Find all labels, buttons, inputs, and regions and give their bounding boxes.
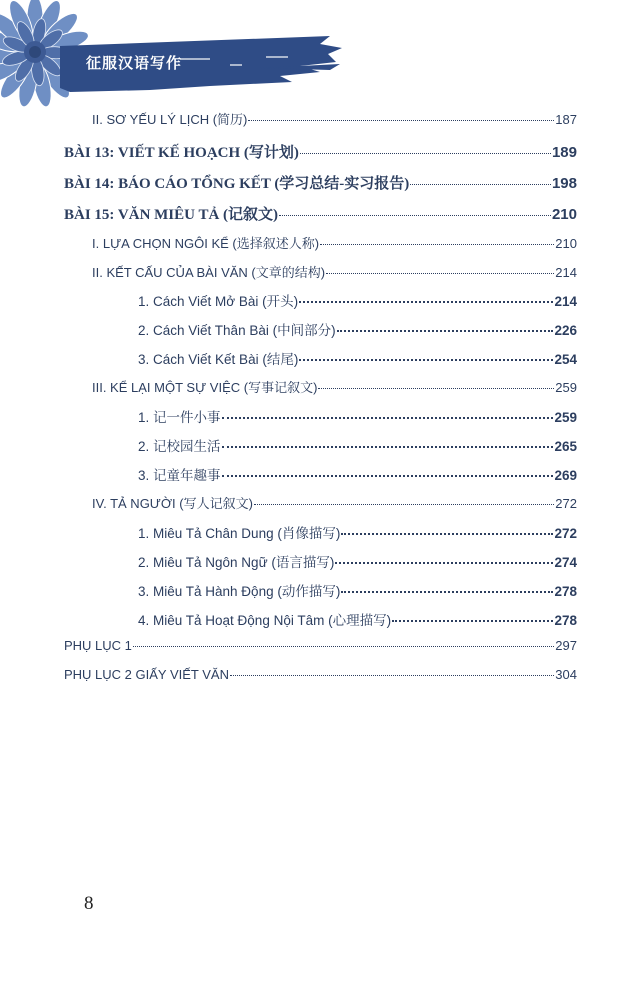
toc-entry[interactable] xyxy=(138,522,577,542)
toc-leader-dots xyxy=(222,446,554,448)
toc-entry[interactable] xyxy=(138,290,577,310)
toc-entry[interactable] xyxy=(138,580,577,600)
toc-entry-label: 4. Miêu Tả Hoạt Động Nội Tâm (心理描写) xyxy=(138,613,392,628)
toc-entry[interactable] xyxy=(138,609,577,629)
toc-entry-label: 1. Miêu Tả Chân Dung (肖像描写) xyxy=(138,526,341,541)
toc-entry-label: IV. TẢ NGƯỜI (写人记叙文) xyxy=(92,496,253,511)
brush-stroke-banner xyxy=(30,28,350,98)
toc-entry-page: 187 xyxy=(555,112,577,127)
toc-entry[interactable] xyxy=(64,203,577,224)
toc-entry-page: 226 xyxy=(554,323,577,338)
toc-entry-page: 210 xyxy=(555,236,577,251)
toc-entry-label: 3. 记童年趣事 xyxy=(138,468,221,483)
toc-entry-page: 198 xyxy=(551,175,577,192)
toc-entry-page: 214 xyxy=(555,265,577,280)
toc-leader-dots xyxy=(341,591,553,593)
toc-entry-label: II. KẾT CẤU CỦA BÀI VĂN (文章的结构) xyxy=(92,265,326,280)
toc-entry[interactable] xyxy=(92,233,577,252)
toc-entry[interactable] xyxy=(138,406,577,426)
toc-entry-page: 259 xyxy=(555,380,577,395)
toc-leader-dots xyxy=(341,533,553,535)
toc-leader-dots xyxy=(410,184,551,185)
toc-entry-page: 274 xyxy=(554,555,577,570)
toc-leader-dots xyxy=(248,120,554,121)
toc-leader-dots xyxy=(254,504,554,505)
toc-entry-page: 214 xyxy=(554,294,577,309)
toc-entry[interactable] xyxy=(92,377,577,396)
toc-entry-page: 304 xyxy=(555,667,577,682)
toc-entry-label: BÀI 13: VIẾT KẾ HOẠCH (写计划) xyxy=(64,145,299,161)
toc-entry-label: 3. Cách Viết Kết Bài (结尾) xyxy=(138,352,299,367)
toc-entry[interactable] xyxy=(138,435,577,455)
toc-entry-label: III. KỂ LẠI MỘT SỰ VIỆC (写事记叙文) xyxy=(92,380,318,395)
toc-entry-label: PHỤ LỤC 1 xyxy=(64,638,132,653)
toc-leader-dots xyxy=(222,417,554,419)
toc-entry-page: 269 xyxy=(554,468,577,483)
toc-entry[interactable] xyxy=(138,464,577,484)
toc-entry[interactable] xyxy=(92,493,577,512)
toc-entry-page: 278 xyxy=(554,584,577,599)
toc-entry[interactable] xyxy=(138,319,577,339)
toc-entry[interactable] xyxy=(64,667,577,682)
toc-entry[interactable] xyxy=(92,262,577,281)
toc-entry-label: 1. Cách Viết Mở Bài (开头) xyxy=(138,294,299,309)
toc-leader-dots xyxy=(299,301,553,303)
toc-leader-dots xyxy=(335,562,553,564)
toc-entry-label: BÀI 14: BÁO CÁO TỔNG KẾT (学习总结-实习报告) xyxy=(64,176,410,192)
toc-leader-dots xyxy=(133,646,554,647)
toc-leader-dots xyxy=(320,244,554,245)
toc-entry[interactable] xyxy=(64,141,577,162)
toc-entry-page: 265 xyxy=(554,439,577,454)
toc-entry-page: 297 xyxy=(555,638,577,653)
toc-entry[interactable] xyxy=(64,638,577,653)
toc-entry-page: 254 xyxy=(554,352,577,367)
toc-entry-label: 2. Cách Viết Thân Bài (中间部分) xyxy=(138,323,336,338)
toc-leader-dots xyxy=(299,359,553,361)
toc-leader-dots xyxy=(392,620,553,622)
toc-entry-page: 259 xyxy=(554,410,577,425)
toc-entry-label: 2. Miêu Tả Ngôn Ngữ (语言描写) xyxy=(138,555,335,570)
toc-entry-page: 189 xyxy=(551,144,577,161)
toc-entry-label: PHỤ LỤC 2 GIẤY VIẾT VĂN xyxy=(64,667,229,682)
toc-entry-label: 2. 记校园生活 xyxy=(138,439,221,454)
toc-leader-dots xyxy=(279,215,551,216)
toc-leader-dots xyxy=(300,153,551,154)
toc-leader-dots xyxy=(318,388,554,389)
book-series-title: 征服汉语写作 xyxy=(86,54,183,72)
toc-entry-page: 272 xyxy=(555,496,577,511)
toc-entry[interactable] xyxy=(138,348,577,368)
page-header xyxy=(0,0,621,120)
toc-entry[interactable] xyxy=(138,551,577,571)
page-number: 8 xyxy=(84,893,94,914)
toc-leader-dots xyxy=(326,273,554,274)
toc-entry-label: 3. Miêu Tả Hành Động (动作描写) xyxy=(138,584,341,599)
toc-leader-dots xyxy=(337,330,554,332)
toc-entry-page: 278 xyxy=(554,613,577,628)
toc-entry-label: II. SƠ YẾU LÝ LỊCH (简历) xyxy=(92,112,248,127)
toc-leader-dots xyxy=(230,675,554,676)
toc-entry-label: I. LỰA CHỌN NGÔI KỂ (选择叙述人称) xyxy=(92,236,320,251)
toc-entry[interactable] xyxy=(64,172,577,193)
toc-entry-page: 210 xyxy=(551,206,577,223)
toc-entry-label: 1. 记一件小事 xyxy=(138,410,221,425)
toc-entry-label: BÀI 15: VĂN MIÊU TẢ (记叙文) xyxy=(64,207,279,223)
toc-entry-page: 272 xyxy=(554,526,577,541)
toc-entry[interactable] xyxy=(92,109,577,128)
toc-leader-dots xyxy=(222,475,554,477)
